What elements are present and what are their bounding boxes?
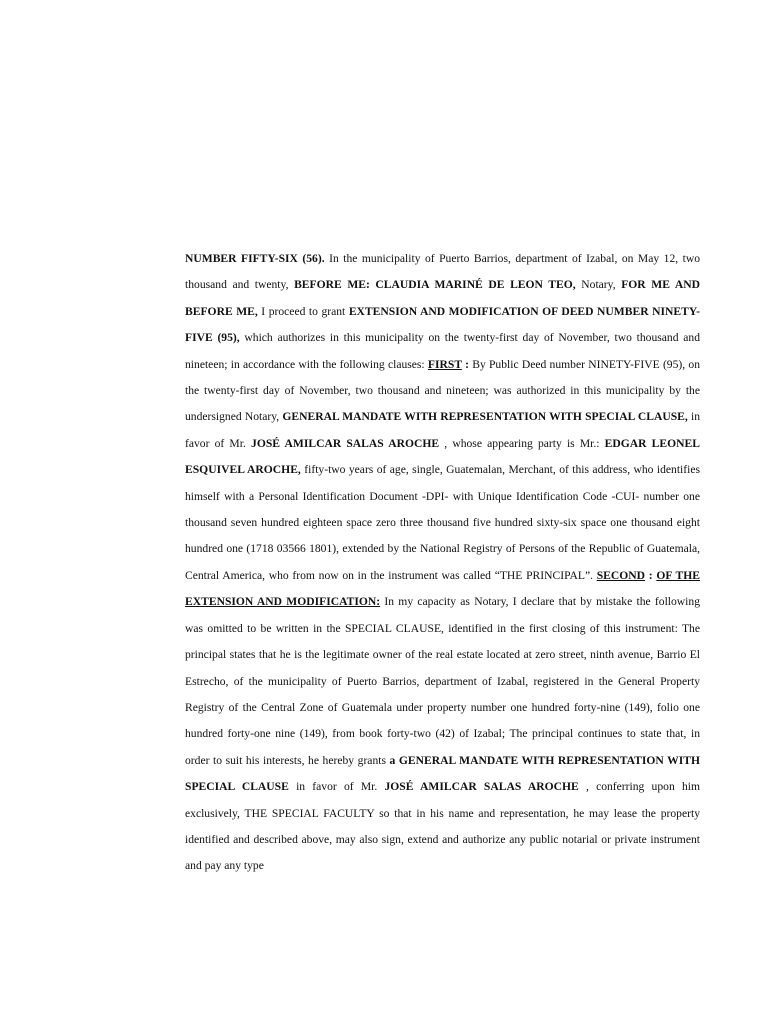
mandate-title: a GENERAL MANDATE WITH REPRESENTATION WITH SPECIAL CLAUSE bbox=[185, 753, 700, 794]
text-run: In my capacity as Notary, I declare that by mistake the following was omitted to be written in the SPECIAL CLAUSE, identified in the first closing of this instrument: The principal states that he is the legitimate owner of the real estate located at zero street, ninth avenue, Barrio El Estrecho, of the municipality of Puerto Barrios, department of Izabal, registered in the General Property Registry of the Central Zone of Guatemala under property number one hundred forty-nine (149), folio one hundred forty-one nine (149), from book forty-two (42) of Izabal; The principal continues to state that, in order to suit his interests, he hereby grants bbox=[185, 595, 700, 767]
text-run: fifty-two years of age, single, Guatemalan, Merchant, of this address, who identifies himself with a Personal Identification Document -DPI- with Unique Identification Code -CUI- number one thousand seven hundred eighteen space zero three thousand five hundred sixty-six space one thousand eight hundred one (1718 03566 1801), extended by the National Registry of Persons of the Republic of Guatemala, Central America, who from now on in the instrument was called “THE PRINCIPAL”. bbox=[185, 463, 701, 582]
text-run: Notary, bbox=[575, 278, 622, 292]
text-run: By Public Deed number NINETY-FIVE (95), on the twenty-first day of November, two thousand and nineteen; was authorized in this municipality by the undersigned Notary, bbox=[185, 357, 700, 424]
text-run: , conferring upon him exclusively, THE SPECIAL FACULTY so that in his name and representation, he may lease the property identified and described above, may also sign, extend and authorize any public notarial or private instrument and pay any type bbox=[185, 780, 700, 873]
text-run: I proceed to grant bbox=[257, 304, 349, 318]
mandate-title: GENERAL MANDATE WITH REPRESENTATION WITH SPECIAL CLAUSE, bbox=[282, 410, 688, 424]
text-run: , whose appearing party is Mr.: bbox=[439, 436, 605, 450]
deed-paragraph bbox=[185, 246, 700, 880]
text-run: in favor of Mr. bbox=[288, 780, 385, 794]
agent-name: JOSÉ AMILCAR SALAS AROCHE bbox=[384, 780, 579, 794]
deed-number: NUMBER FIFTY-SIX (56). bbox=[185, 252, 325, 265]
principal-name: EDGAR LEONEL ESQUIVEL AROCHE, bbox=[185, 436, 701, 477]
text-run: in favor of Mr. bbox=[185, 410, 700, 450]
clause-subtitle: OF THE EXTENSION AND MODIFICATION: bbox=[185, 568, 700, 609]
agent-name: JOSÉ AMILCAR SALAS AROCHE bbox=[251, 436, 440, 450]
clause-separator: : bbox=[645, 568, 657, 582]
text-run: In the municipality of Puerto Barrios, department of Izabal, on May 12, two thousand and twenty, bbox=[185, 252, 701, 292]
notary-name: BEFORE ME: CLAUDIA MARINÉ DE LEON TEO, bbox=[294, 278, 576, 292]
clause-heading-first: FIRST bbox=[427, 357, 462, 371]
deed-title: EXTENSION AND MODIFICATION OF DEED NUMBER NINETY-FIVE (95), bbox=[185, 304, 700, 345]
clause-heading-second: SECOND bbox=[596, 568, 646, 582]
text-run: which authorizes in this municipality on the twenty-first day of November, two thousand and nineteen; in accordance with the following clauses: bbox=[185, 331, 700, 371]
bold-phrase: FOR ME AND BEFORE ME, bbox=[185, 278, 700, 318]
clause-separator: : bbox=[461, 357, 469, 371]
